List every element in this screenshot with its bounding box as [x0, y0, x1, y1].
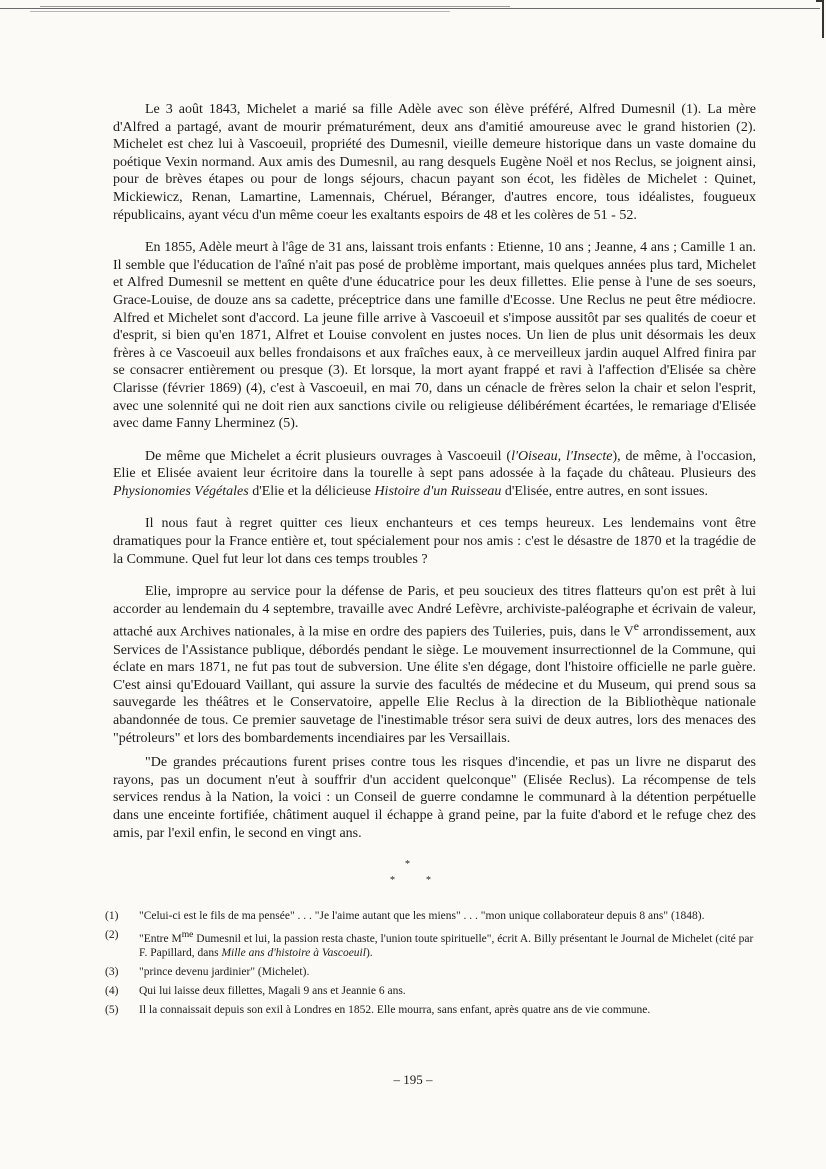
footnote	[105, 965, 760, 979]
asterisk: *	[390, 875, 395, 886]
main-text	[113, 101, 756, 857]
footnote-text: Qui lui laisse deux fillettes, Magali 9 ans et Jeannie 6 ans.	[139, 984, 406, 997]
footnote-number: (5)	[105, 1003, 119, 1016]
paragraph-2: En 1855, Adèle meurt à l'âge de 31 ans, laissant trois enfants : Etienne, 10 ans ; Jeanne, 4 ans ; Camille 1 an. Il semble que l'éducation de l'aîné n'ait pas posé de problème important, mais quelques années plus tard, Michelet et Alfred Dumesnil se mettent en quête d'une éducatrice pour les deux fillettes. Elie pense à l'une de ses soeurs, Grace-Louise, de douze ans sa cadette, préceptrice dans une famille d'Ecosse. Une Reclus ne peut être médiocre. Alfred et Michelet sont d'accord. La jeune fille arrive à Vascoeuil et s'impose aussitôt par ses qualités de coeur et d'esprit, si bien qu'en 1871, Alfret et Louise convolent en justes noces. Un lien de plus unit désormais les deux frères à ce Vascoeuil aux belles frondaisons et aux fraîches eaux, à ce merveilleux jardin auquel Alfred finira par se consacrer entièrement ou presque (3). Et lorsque, la mort ayant frappé et ravi à l'affection d'Elisée sa chère Clarisse (février 1869) (4), c'est à Vascoeuil, en mai 70, dans un cénacle de frères selon la chair et selon l'esprit, avec une solennité qui ne doit rien aux sanctions civile ou religieuse délibérément écartées, le remariage d'Elisée avec dame Fanny Lherminez (5).	[113, 240, 756, 432]
footnote-text: Il la connaissait depuis son exil à Londres en 1852. Elle mourra, sans enfant, après quatre ans de vie commune.	[139, 1003, 651, 1016]
footnote-text: "prince devenu jardinier" (Michelet).	[139, 965, 310, 978]
scan-edge-lines	[0, 0, 826, 14]
footnote	[105, 1003, 760, 1017]
paragraph-5: Elie, impropre au service pour la défense de Paris, et peu soucieux des titres flatteurs qu'on est prêt à lui accorder au lendemain du 4 septembre, travaille avec André Lefèvre, archiviste-paléographe et écrivain de valeur, attaché aux Archives nationales, à la mise en ordre des papiers des Tuileries, puis, dans le Ve arrondissement, aux Services de l'Assistance publique, débordés pendant le siège. Le mouvement insurrectionnel de la Commune, qui éclate en mars 1871, ne fut pas tout de subversion. Une élite s'en dégage, dont l'histoire officielle ne parle guère. C'est ainsi qu'Edouard Vaillant, qui assure la survie des facultés de médecine et du Museum, qui prend sous sa sauvegarde les théâtres et le Conservatoire, appelle Elie Reclus à la direction de la Bibliothèque nationale abandonnée de tous. Ce premier sauvetage de l'inestimable trésor sera suivi de deux autres, lors des menaces des "pétroleurs" et lors des bombardements incendiaires par les Versaillais.	[113, 584, 756, 746]
page-number: – 195 –	[393, 1072, 433, 1087]
asterisk: *	[426, 875, 431, 886]
footnote-number: (2)	[105, 929, 119, 941]
section-separator	[370, 858, 440, 888]
footnote-text: "Entre $M^{me}$ Dumesnil et lui, la passion resta chaste, l'union toute spirituelle", écrit A. Billy présentant le Journal de Michelet (cité par F. Papillard, dans Mille ans d'histoire à Vascoeuil).	[139, 929, 754, 959]
footnote	[105, 909, 760, 923]
footnote	[105, 928, 760, 960]
asterisk: *	[405, 859, 410, 870]
paragraph-6: "De grandes précautions furent prises contre tous les risques d'incendie, et pas un livre ne disparut des rayons, pas un document n'eut à souffrir d'un accident quelconque" (Elisée Reclus). La récompense de tels services rendus à la Nation, la voici : un Conseil de guerre condamne le communard à la détention perpétuelle dans une enceinte fortifiée, châtiment auquel il échappe à grand peine, par la fuite d'abord et le refuge chez des amis, par l'exil enfin, le second en vingt ans.	[113, 755, 756, 841]
footnote-number: (4)	[105, 984, 119, 997]
footnote-text: "Celui-ci est le fils de ma pensée" . . . "Je l'aime autant que les miens" . . . "mon unique collaborateur depuis 8 ans" (1848).	[139, 910, 705, 922]
footnote	[105, 984, 760, 998]
footnote-number: (3)	[105, 965, 119, 978]
italic-title: Physionomies Végétales	[113, 483, 249, 499]
paragraph-4: Il nous faut à regret quitter ces lieux enchanteurs et ces temps heureux. Les lendemains vont être dramatiques pour la France entière et, tout spécialement pour nos amis : c'est le désastre de 1870 et la tragédie de la Commune. Quel fut leur lot dans ces temps troubles ?	[113, 516, 756, 567]
paragraph-1: Le 3 août 1843, Michelet a marié sa fille Adèle avec son élève préféré, Alfred Dumesnil (1). La mère d'Alfred a partagé, avant de mourir prématurément, deux ans d'amitié amoureuse avec le grand historien (2). Michelet est chez lui à Vascoeuil, propriété des Dumesnil, vieille demeure historique dans un vaste domaine du poétique Vexin normand. Aux amis des Dumesnil, au rang desquels Eugène Noël et nos Reclus, se joignent ainsi, pour de brèves étapes ou pour de longs séjours, chacun payant son écot, les fidèles de Michelet : Quinet, Mickiewicz, Renan, Lamartine, Lamennais, Chéruel, Béranger, d'autres encore, tous idéalistes, fougueux républicains, ayant vécu d'un même coeur les exaltants espoirs de 48 et les colères de 51 - 52.	[113, 102, 756, 223]
footnotes	[105, 909, 760, 1022]
footnote-number: (1)	[105, 910, 119, 922]
scan-corner-mark	[816, 0, 824, 38]
italic-title: l'Oiseau, l'Insecte	[511, 448, 613, 464]
paragraph-3: De même que Michelet a écrit plusieurs ouvrages à Vascoeuil (l'Oiseau, l'Insecte), de même, à l'occasion, Elie et Elisée avaient leur écritoire dans la tourelle à sept pans adossée à la façade du château. Plusieurs des Physionomies Végétales d'Elie et la délicieuse Histoire d'un Ruisseau d'Elisée, entre autres, en sont issues.	[113, 448, 756, 499]
italic-title: Histoire d'un Ruisseau	[374, 483, 502, 499]
